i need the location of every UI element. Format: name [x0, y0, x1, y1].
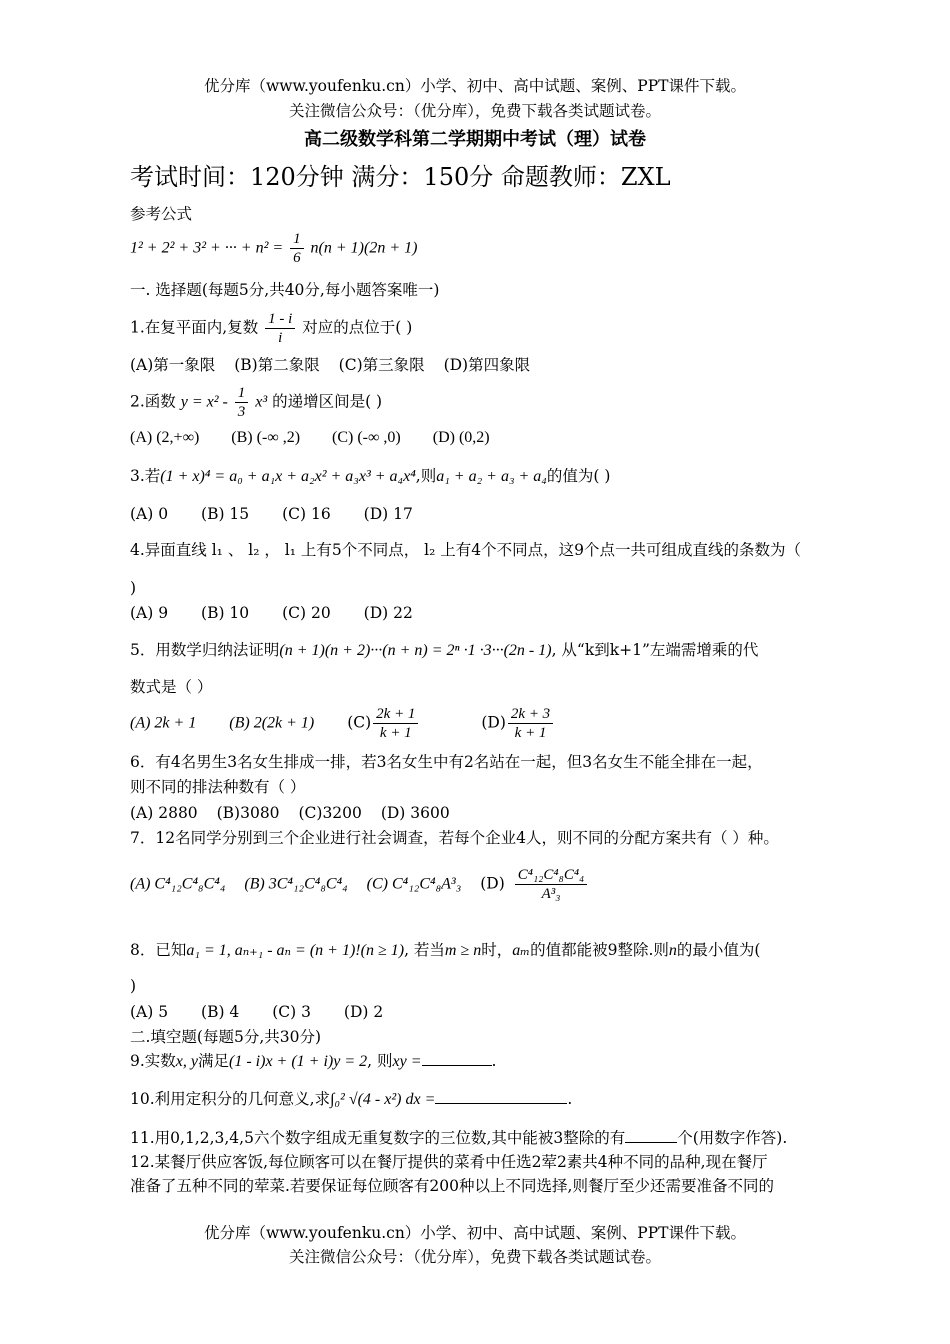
section-2-heading: 二.填空题(每题5分,共30分) — [130, 1028, 322, 1046]
q3-options — [130, 504, 413, 524]
q4-option-c: (C) 20 — [282, 604, 331, 622]
header-line-1: 优分库（www.youfenku.cn）小学、初中、高中试题、案例、PPT课件下载。 — [203, 77, 747, 95]
q5-suffix: , 从“k到k+1”左端需增乘的代 — [551, 641, 759, 659]
q6-option-b: (B)3080 — [216, 804, 280, 822]
q5-option-c-fraction — [373, 705, 418, 742]
q6-option-d: (D) 3600 — [380, 804, 450, 822]
q1-fraction — [265, 310, 295, 347]
header-line-2: 关注微信公众号：（优分库），免费下载各类试题试卷。 — [288, 102, 661, 120]
q9-answer-blank[interactable] — [422, 1050, 492, 1066]
question-5 — [130, 640, 758, 661]
q6-option-a: (A) 2880 — [130, 804, 198, 822]
q7-option-d-fraction — [515, 866, 588, 903]
q1-option-d: (D)第四象限 — [443, 356, 531, 374]
q1-option-b: (B)第二象限 — [234, 356, 320, 374]
q5-prefix: 5．用数学归纳法证明 — [130, 641, 280, 659]
q7-options — [130, 866, 589, 903]
formula-fraction — [290, 230, 304, 267]
q2-options — [130, 428, 490, 448]
question-3 — [130, 466, 610, 487]
q1-prefix: 1.在复平面内,复数 — [130, 318, 259, 337]
q4-option-a: (A) 9 — [130, 604, 169, 622]
q9-suffix: . — [491, 1052, 497, 1070]
q1-frac-num: 1 - i — [265, 310, 295, 329]
q2-option-a: (A) (2,+∞) — [130, 429, 200, 446]
q5-c-den: k + 1 — [379, 725, 412, 741]
exam-info: 考试时间：120分钟 满分：150分 命题教师：ZXL — [130, 163, 671, 191]
question-7: 7．12名同学分别到三个企业进行社会调查，若每个企业4人，则不同的分配方案共有（ ）种。 — [130, 829, 779, 847]
question-10 — [130, 1088, 572, 1110]
q9-mid-2: , 则 — [367, 1052, 393, 1070]
q2-option-b: (B) (-∞ ,2) — [231, 429, 301, 446]
q7-d-num: C⁴₁₂C⁴₈C⁴₄ — [515, 866, 588, 885]
question-6: 6．有4名男生3名女生排成一排，若3名女生中有2名站在一起，但3名女生不能全排在一起， — [130, 753, 763, 771]
q6-option-c: (C)3200 — [298, 804, 362, 822]
q2-suffix: 的递增区间是( ) — [272, 392, 383, 411]
q8-option-d: (D) 2 — [343, 1003, 384, 1021]
q5-expression: (n + 1)(n + 2)···(n + n) = 2ⁿ ·1 ·3···(2n - 1) — [279, 642, 552, 659]
q2-prefix: 2.函数 — [130, 392, 176, 411]
question-12-line-1: 12.某餐厅供应客饭,每位顾客可以在餐厅提供的菜肴中任选2荤2素共4种不同的品种,现在餐厅 — [130, 1153, 768, 1171]
q2-option-c: (C) (-∞ ,0) — [332, 429, 401, 446]
question-12-line-2: 准备了五种不同的荤菜.若要保证每位顾客有200种以上不同选择,则餐厅至少还需要准备不同的 — [130, 1177, 774, 1195]
q4-option-b: (B) 10 — [201, 604, 250, 622]
q8-expression: a₁ = 1, aₙ₊₁ - aₙ = (n + 1)!(n ≥ 1) — [186, 942, 405, 959]
footer-line-1: 优分库（www.youfenku.cn）小学、初中、高中试题、案例、PPT课件下载。 — [203, 1224, 747, 1242]
q3-prefix: 3.若 — [130, 467, 161, 485]
q8-option-a: (A) 5 — [130, 1003, 169, 1021]
q3-suffix: 的值为( ) — [546, 467, 611, 485]
q10-suffix: . — [567, 1090, 573, 1108]
q9-expression: x, y — [175, 1053, 198, 1070]
q11-answer-blank[interactable] — [625, 1127, 677, 1143]
q10-answer-blank[interactable] — [435, 1088, 567, 1104]
q2-frac-num: 1 — [235, 384, 249, 403]
q10-prefix: 10.利用定积分的几何意义,求 — [130, 1090, 331, 1108]
q3-mid: ,则 — [415, 467, 437, 485]
q5-option-c-label: (C) — [347, 713, 372, 732]
q4-continuation: ) — [130, 579, 137, 597]
q4-option-d: (D) 22 — [363, 604, 413, 622]
q9-expression-3: xy = — [392, 1053, 422, 1070]
formula-frac-num: 1 — [290, 230, 304, 249]
q5-c-num: 2k + 1 — [373, 705, 418, 724]
q1-suffix: 对应的点位于( ) — [302, 318, 413, 337]
q9-expression-2: (1 - i)x + (1 + i)y = 2 — [229, 1053, 368, 1070]
q4-options — [130, 603, 413, 623]
q2-frac-den: 3 — [237, 404, 246, 420]
q6-options — [130, 803, 450, 823]
formula-left: 1² + 2² + 3² + ··· + n² = — [130, 239, 284, 257]
q7-option-c: (C) C⁴₁₂C⁴₈A³₃ — [366, 875, 462, 893]
formula-right: n(n + 1)(2n + 1) — [310, 239, 418, 257]
q10-expression: ∫₀² √(4 - x²) dx = — [330, 1091, 436, 1108]
question-11 — [130, 1127, 787, 1148]
q8-expression-3: aₘ — [512, 942, 531, 959]
q8-suffix: 的值都能被9整除.则 — [530, 941, 669, 959]
q5-option-a: (A) 2k + 1 — [130, 714, 197, 732]
q8-suffix-2: 的最小值为( — [676, 941, 761, 959]
q8-mid-2: 时， — [481, 941, 513, 959]
q9-prefix: 9.实数 — [130, 1052, 176, 1070]
q3-option-b: (B) 15 — [201, 505, 250, 523]
q3-option-a: (A) 0 — [130, 505, 169, 523]
q8-option-c: (C) 3 — [272, 1003, 311, 1021]
q3-expression: (1 + x)⁴ = a₀ + a₁x + a₂x² + a₃x³ + a₄x⁴ — [160, 468, 416, 485]
q1-frac-den: i — [278, 330, 283, 346]
q1-options — [130, 355, 530, 375]
section-1-heading: 一. 选择题(每题5分,共40分,每小题答案唯一) — [130, 281, 440, 299]
exam-title: 高二级数学科第二学期期中考试（理）试卷 — [304, 129, 646, 150]
q8-option-b: (B) 4 — [201, 1003, 240, 1021]
q7-option-d-label: (D) — [480, 874, 505, 893]
q3-option-d: (D) 17 — [363, 505, 413, 523]
q5-continuation: 数式是（ ） — [130, 678, 213, 696]
q2-expr-b: x³ — [255, 393, 268, 411]
q8-prefix: 8．已知 — [130, 941, 187, 959]
q5-option-b: (B) 2(2k + 1) — [229, 714, 315, 732]
q2-expr-a: y = x² - — [180, 393, 228, 411]
q7-option-a: (A) C⁴₁₂C⁴₈C⁴₄ — [130, 875, 226, 893]
q1-option-a: (A)第一象限 — [130, 356, 216, 374]
q5-options — [130, 705, 555, 742]
q3-option-c: (C) 16 — [282, 505, 331, 523]
q6-continuation: 则不同的排法种数有（ ） — [130, 778, 306, 796]
reference-label: 参考公式 — [130, 205, 193, 223]
question-4: 4.异面直线 l₁ 、 l₂ ， l₁ 上有5个不同点， l₂ 上有4个不同点，这9个点一共可组成直线的条数为（ — [130, 541, 801, 559]
q5-option-d-label: (D) — [481, 713, 506, 732]
question-8 — [130, 940, 760, 961]
q11-prefix: 11.用0,1,2,3,4,5六个数字组成无重复数字的三位数,其中能被3整除的有 — [130, 1129, 626, 1147]
q7-option-b: (B) 3C⁴₁₂C⁴₈C⁴₄ — [244, 875, 348, 893]
q8-mid: , 若当 — [404, 941, 445, 959]
reference-formula — [130, 230, 417, 267]
footer-line-2: 关注微信公众号：（优分库），免费下载各类试题试卷。 — [288, 1248, 661, 1266]
q2-fraction — [235, 384, 249, 421]
q8-continuation: ) — [130, 977, 137, 995]
q11-suffix: 个(用数字作答). — [677, 1129, 788, 1147]
q1-option-c: (C)第三象限 — [338, 356, 425, 374]
q8-expression-4: n — [668, 942, 677, 959]
q9-mid: 满足 — [198, 1052, 230, 1070]
q8-options — [130, 1002, 383, 1022]
q5-d-den: k + 1 — [514, 725, 547, 741]
q7-d-den: A³₃ — [541, 886, 561, 902]
q8-expression-2: m ≥ n — [444, 942, 482, 959]
q5-option-d-fraction — [508, 705, 553, 742]
q5-d-num: 2k + 3 — [508, 705, 553, 724]
q3-expression-2: a₁ + a₂ + a₃ + a₄ — [436, 468, 547, 485]
question-9 — [130, 1050, 496, 1072]
question-1 — [130, 310, 412, 347]
q2-option-d: (D) (0,2) — [432, 429, 490, 446]
question-2 — [130, 384, 382, 421]
formula-frac-den: 6 — [293, 250, 301, 266]
